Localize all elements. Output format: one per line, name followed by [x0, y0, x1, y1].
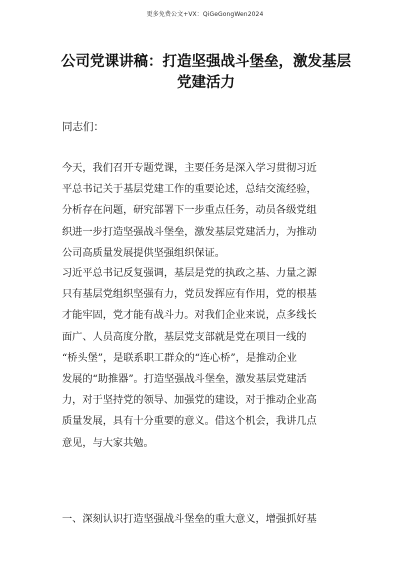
paragraph-line: “桥头堡”，是联系职工群众的“连心桥”，是推动企业 [62, 352, 297, 364]
paragraph-line: 质量发展，具有十分重要的意义。借这个机会，我讲几点 [62, 416, 317, 428]
paragraph-line: 只有基层党组织坚强有力，党员发挥应有作用，党的根基 [62, 289, 317, 301]
paragraph-line: 力，对于坚持党的领导、加强党的建设，对于推动企业高 [62, 395, 317, 407]
title-line: 党建活力 [177, 75, 235, 91]
paragraph-line: 才能牢固，党才能有战斗力。对我们企业来说，点多线长 [62, 310, 317, 322]
paragraph-line: 发展的“助推器”。打造坚强战斗堡垒，激发基层党建活 [62, 373, 307, 385]
paragraph-line: 公司高质量发展提供坚强组织保证。 [62, 247, 225, 259]
paragraph-line: 习近平总书记反复强调，基层是党的执政之基、力量之源 [62, 268, 317, 279]
salutation: 同志们： [62, 121, 104, 133]
paragraph-line: 平总书记关于基层党建工作的重要论述，总结交流经验， [62, 184, 317, 196]
paragraph-significance [62, 263, 352, 454]
paragraph-line: 意见，与大家共勉。 [62, 437, 154, 449]
paragraph-intro [62, 158, 352, 264]
paragraph-line: 织进一步打造坚强战斗堡垒，激发基层党建活力，为推动 [62, 226, 317, 238]
paragraph-line: 面广、人员高度分散，基层党支部就是党在项目一线的 [62, 331, 307, 343]
section-heading-one [62, 509, 352, 530]
document-title [56, 52, 356, 94]
paragraph-line: 今天，我们召开专题党课，主要任务是深入学习贯彻习近 [62, 163, 317, 174]
title-line: 公司党课讲稿：打造坚强战斗堡垒，激发基层 [61, 54, 351, 70]
header-note: 更多免费公文+VX：QiGeGongWen2024 [146, 11, 264, 18]
paragraph-line: 一、深刻认识打造坚强战斗堡垒的重大意义，增强抓好基 [62, 514, 317, 525]
paragraph-line: 分析存在问题，研究部署下一步重点任务，动员各级党组 [62, 205, 317, 217]
